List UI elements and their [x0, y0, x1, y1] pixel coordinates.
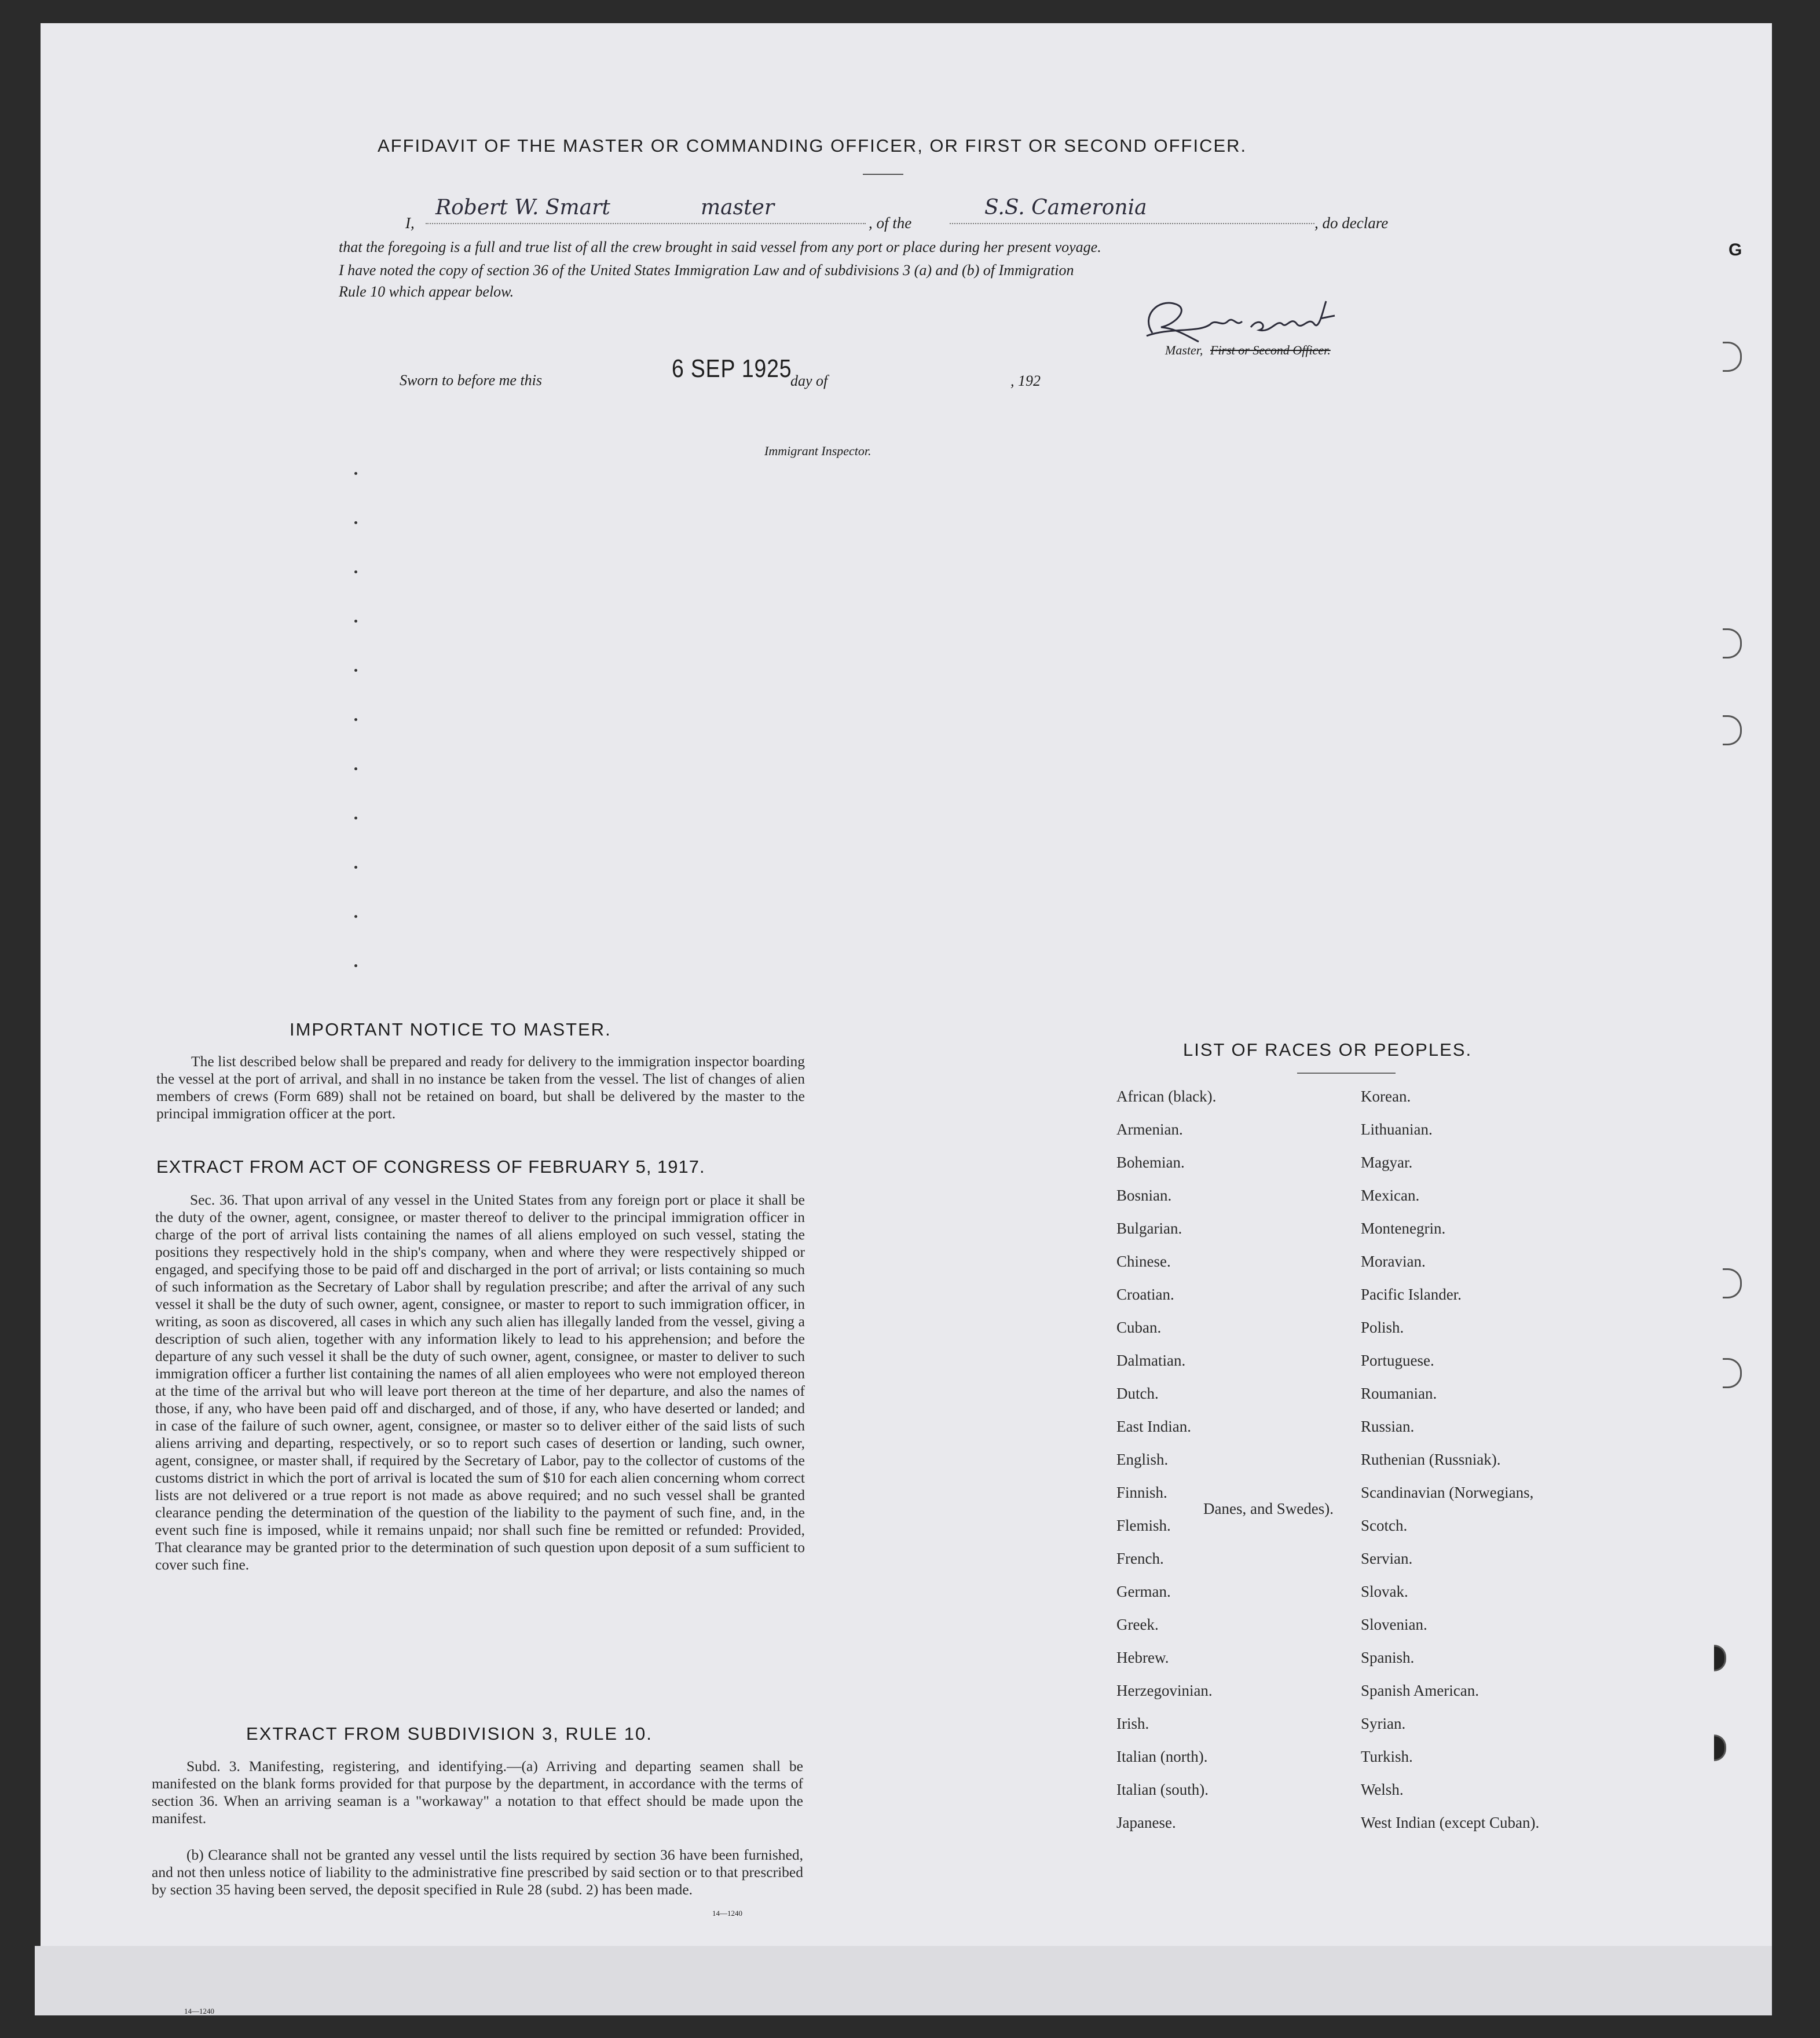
master-rank[interactable]: master — [701, 196, 775, 219]
dot-mark — [354, 669, 357, 672]
race-item: English. — [1116, 1451, 1169, 1468]
race-item: Ruthenian (Russniak). — [1361, 1451, 1501, 1468]
race-item: Herzegovinian. — [1116, 1682, 1213, 1699]
race-item: Italian (south). — [1116, 1781, 1209, 1798]
race-item: Syrian. — [1361, 1715, 1406, 1732]
dot-mark — [354, 767, 357, 770]
race-item: Japanese. — [1116, 1814, 1176, 1831]
race-item: Finnish. — [1116, 1484, 1167, 1501]
race-item: West Indian (except Cuban). — [1361, 1814, 1540, 1831]
race-item: Turkish. — [1361, 1748, 1413, 1765]
race-item: Hebrew. — [1116, 1649, 1169, 1666]
decl-of-the: , of the — [869, 214, 912, 232]
race-item: Russian. — [1361, 1418, 1415, 1435]
sworn-year: , 192 — [1010, 372, 1041, 389]
dot-mark — [354, 866, 357, 869]
race-item: Cuban. — [1116, 1319, 1162, 1336]
race-item: Montenegrin. — [1361, 1220, 1446, 1237]
race-item: French. — [1116, 1550, 1164, 1567]
date-stamp: 6 SEP 1925 — [672, 354, 792, 383]
race-item: Danes, and Swedes). — [1203, 1500, 1334, 1517]
race-item: Korean. — [1361, 1088, 1411, 1105]
act-heading: EXTRACT FROM ACT OF CONGRESS OF FEBRUARY 5, 1917. — [156, 1157, 705, 1177]
sworn-text: Sworn to before me this — [400, 372, 543, 389]
race-item: African (black). — [1116, 1088, 1217, 1105]
race-item: Slovenian. — [1361, 1616, 1427, 1633]
race-item: Bosnian. — [1116, 1187, 1172, 1204]
race-item: Dalmatian. — [1116, 1352, 1186, 1369]
signature-caption-struck: First or Second Officer. — [1210, 343, 1331, 357]
race-item: Roumanian. — [1361, 1385, 1437, 1402]
vessel-underline — [950, 223, 1314, 224]
margin-mark: G — [1729, 240, 1742, 259]
races-rule — [1297, 1073, 1396, 1074]
race-item: Greek. — [1116, 1616, 1159, 1633]
dot-mark — [354, 964, 357, 967]
vessel-name[interactable]: S.S. Cameronia — [984, 196, 1147, 219]
sworn-day-of: day of — [790, 372, 828, 389]
act-body: Sec. 36. That upon arrival of any vessel in the United States from any foreign port or place it shall be the duty of the owner, agent, consignee, or master thereof to deliver to the principal immigration officer in charge of the port of arrival lists containing the names of all aliens employed on such vessel, stating the positions they respectively hold in the ship's company, when and where they were respectively shipped or engaged, and specifying those to be paid off and discharged in the port of arrival; or lists containing so much of such information as the Secretary of Labor shall by regulation prescribe; and after the arrival of any such vessel it shall be the duty of such owner, agent, consignee, or master to report to such immigration officer, in writing, as soon as discovered, all cases in which any such alien has illegally landed from the vessel, giving a description of such alien, together with any information likely to lead to his apprehension; and before the departure of any such vessel it shall be the duty of such owner, agent, consignee, or master to deliver to such immigration officer a further list containing the names of all alien employees who were not employed thereon at the time of the arrival but who will leave port thereon at the time of her departure, and also the names of those, if any, who have been paid off and discharged, and of those, if any, who have deserted or landed; and in case of the failure of such owner, agent, consignee, or master so to deliver either of the said lists of such aliens arriving and departing, respectively, or so to report such cases of desertion or landing, such owner, agent, consignee, or master shall, if required by the Secretary of Labor, pay to the collector of customs of the customs district in which the port of arrival is located the sum of $10 for each alien concerning whom correct lists are not delivered or a true report is not made as above required; and no such vessel shall be granted clearance pending the determination of the question of the liability to the payment of such fine, and, in the event such fine is imposed, while it remains unpaid; nor shall such fine be remitted or refunded: Provided, That clearance may be granted prior to the determination of such question upon deposit of a sum sufficient to cover such fine. — [155, 1191, 805, 1573]
race-item: Servian. — [1361, 1550, 1413, 1567]
notice-body: The list described below shall be prepared and ready for delivery to the immigration inspector boarding the vessel at the port of arrival, and shall in no instance be taken from the vessel. The list of changes of alien members of crews (Form 689) shall not be retained on board, but shall be delivered by the master to the principal immigration officer at the port. — [156, 1053, 805, 1122]
race-item: Moravian. — [1361, 1253, 1426, 1270]
race-item: Spanish. — [1361, 1649, 1415, 1666]
race-item: East Indian. — [1116, 1418, 1191, 1435]
race-item: Scotch. — [1361, 1517, 1408, 1534]
race-item: Spanish American. — [1361, 1682, 1479, 1699]
race-item: Flemish. — [1116, 1517, 1171, 1534]
name-underline — [426, 223, 866, 224]
race-item: Pacific Islander. — [1361, 1286, 1462, 1303]
decl-line-2: that the foregoing is a full and true list of all the crew brought in said vessel from any port or place during her present voyage. — [339, 239, 1101, 255]
title-rule — [863, 174, 903, 175]
dot-mark — [354, 472, 357, 475]
race-item: Scandinavian (Norwegians, — [1361, 1484, 1534, 1501]
dot-mark — [354, 915, 357, 918]
races-heading: LIST OF RACES OR PEOPLES. — [1183, 1040, 1473, 1060]
page-edge — [35, 1946, 1772, 2015]
rule-para-a: Subd. 3. Manifesting, registering, and identifying.—(a) Arriving and departing seamen shall be manifested on the blank forms provided for that purpose by the department, in accordance with the terms of section 36. When an arriving seaman is a "workaway" a notation to that effect should be made upon the manifest. — [152, 1758, 803, 1827]
race-item: Bohemian. — [1116, 1154, 1185, 1171]
dot-mark — [354, 620, 357, 623]
race-item: Welsh. — [1361, 1781, 1404, 1798]
race-item: Magyar. — [1361, 1154, 1413, 1171]
notice-heading: IMPORTANT NOTICE TO MASTER. — [290, 1019, 611, 1040]
race-item: German. — [1116, 1583, 1171, 1600]
race-item: Dutch. — [1116, 1385, 1159, 1402]
rule-heading: EXTRACT FROM SUBDIVISION 3, RULE 10. — [246, 1724, 653, 1744]
race-item: Bulgarian. — [1116, 1220, 1182, 1237]
dot-mark — [354, 718, 357, 721]
bottom-form-number: 14—1240 — [184, 2007, 214, 2015]
decl-line-4: Rule 10 which appear below. — [339, 283, 514, 300]
race-item: Irish. — [1116, 1715, 1149, 1732]
race-item: Armenian. — [1116, 1121, 1183, 1138]
signature-caption-master: Master, — [1165, 343, 1203, 357]
master-name[interactable]: Robert W. Smart — [435, 196, 610, 219]
race-item: Slovak. — [1361, 1583, 1408, 1600]
dot-mark — [354, 817, 357, 819]
form-number: 14—1240 — [712, 1909, 742, 1918]
race-item: Chinese. — [1116, 1253, 1171, 1270]
form-page — [41, 23, 1772, 2010]
inspector-caption: Immigrant Inspector. — [764, 444, 871, 458]
race-item: Italian (north). — [1116, 1748, 1208, 1765]
rule-para-b: (b) Clearance shall not be granted any vessel until the lists required by section 36 have been furnished, and not then unless notice of liability to the administrative fine prescribed by said section or to that prescribed by section 35 having been served, the deposit specified in Rule 28 (subd. 2) has been made. — [152, 1846, 803, 1898]
affidavit-title: AFFIDAVIT OF THE MASTER OR COMMANDING OFFICER, OR FIRST OR SECOND OFFICER. — [378, 136, 1247, 156]
dot-mark — [354, 521, 357, 524]
dot-mark — [354, 570, 357, 573]
race-item: Croatian. — [1116, 1286, 1174, 1303]
decl-line-3: I have noted the copy of section 36 of the United States Immigration Law and of subdivisions 3 (a) and (b) of Immigration — [339, 262, 1074, 279]
race-item: Lithuanian. — [1361, 1121, 1433, 1138]
decl-do-declare: , do declare — [1314, 214, 1389, 232]
decl-prefix: I, — [405, 214, 415, 232]
race-item: Mexican. — [1361, 1187, 1420, 1204]
race-item: Portuguese. — [1361, 1352, 1434, 1369]
race-item: Polish. — [1361, 1319, 1404, 1336]
